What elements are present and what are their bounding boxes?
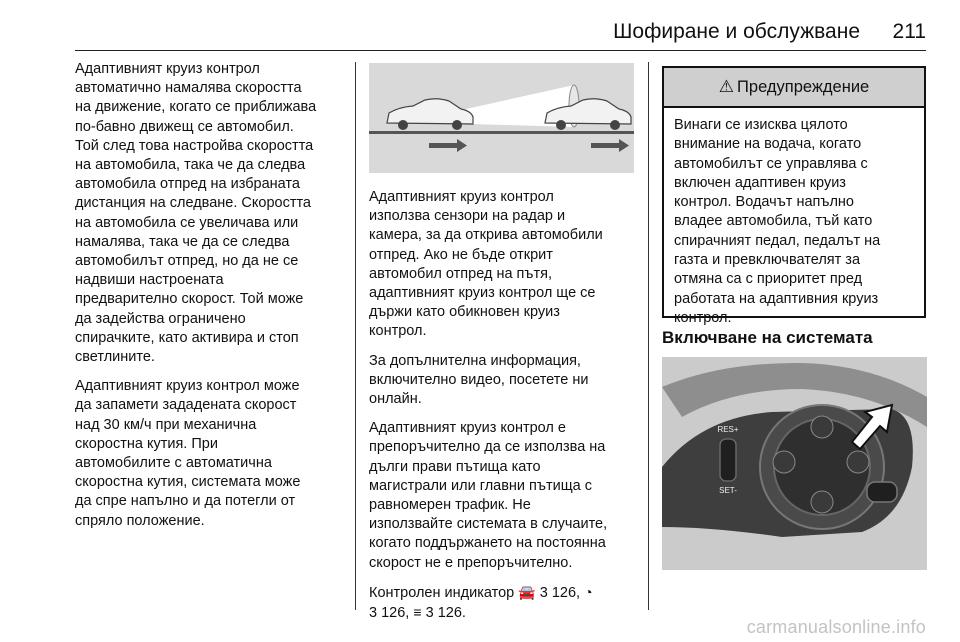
column-left	[75, 60, 347, 541]
speedometer-indicator-icon: ◔	[584, 583, 593, 600]
paragraph: Адаптивният круиз контрол може да запамети зададената скорост над 30 км/ч при механична скоростна кутия. При автомобилите с автоматична скоростна кутия, системата може да спре напълно и да потегли от спряло положение.	[75, 378, 301, 529]
watermark: carmanualsonline.info	[746, 617, 926, 637]
page-header	[0, 0, 960, 50]
paragraph: Адаптивният круиз контрол е препоръчително да се използва на дълги прави пътища като магистрали или главни пътища с равномерен трафик. Не използвайте системата в случаите, когато поддържането на постоянна скорост не е препоръчително.	[369, 420, 608, 571]
car-indicator-icon: 🚘	[518, 583, 536, 600]
page-ref[interactable]: 126.	[437, 605, 466, 622]
radar-illustration-svg	[369, 63, 634, 173]
radar-illustration	[369, 63, 634, 173]
warning-title: Предупреждение	[737, 77, 870, 96]
set-label: SET-	[719, 486, 737, 495]
distance-indicator-icon: ≡	[413, 604, 422, 621]
cruise-on-button[interactable]	[847, 451, 869, 473]
column-divider	[355, 62, 356, 610]
warning-header	[664, 68, 924, 108]
limiter-button[interactable]	[811, 491, 833, 513]
page-ref-arrow: 3	[369, 605, 378, 622]
distance-button[interactable]	[867, 482, 897, 502]
header-rule	[75, 50, 926, 51]
res-set-roller[interactable]	[720, 439, 736, 481]
page-ref[interactable]: 126,	[381, 605, 410, 622]
page-ref-arrow: 3	[539, 584, 548, 601]
indicator-label: Контролен индикатор	[369, 584, 515, 601]
cancel-button[interactable]	[773, 451, 795, 473]
indicator-reference	[369, 583, 639, 623]
steering-wheel-illustration	[662, 357, 927, 570]
warning-box	[662, 66, 926, 326]
column-divider	[648, 62, 649, 610]
page-ref-arrow: 3	[425, 605, 434, 622]
header-title: Шофиране и обслужване	[613, 20, 860, 43]
road-line	[369, 131, 634, 134]
paragraph: Адаптивният круиз контрол използва сензори на радар и камера, за да открива автомобили отпред. Ако не бъде открит автомобил отпред на пътя, адаптивният круиз контрол ще се държи като обикновен круиз контрол.	[369, 189, 603, 340]
page-ref[interactable]: 126,	[551, 584, 581, 601]
steering-wheel-svg	[662, 357, 927, 570]
paragraph: Адаптивният круиз контрол автоматично намалява скоростта на движение, когато се приближава по-бавно движещ се автомобил. Той след това настройва скоростта на автомобила, така че да следва автомобила отпред на избраната дистанция на следване. Скоростта на автомобила се увеличава или намалява, така че да се следва автомобилът отпред, но да не се надвиши настроената предварително скорост. Той може да задейства ограничено спирачките, като активира и стоп светлините.	[75, 61, 317, 366]
warning-icon: ⚠	[718, 77, 735, 96]
section-heading: Включване на системата	[662, 328, 873, 347]
column-middle	[369, 188, 639, 633]
res-label: RES+	[717, 425, 739, 434]
warning-body: Винаги се изисква цялото внимание на водача, когато автомобилът се управлява с включен адаптивен круиз контрол. Водачът напълно владее автомобила, тъй като спирачният педал, педалът на газта и превключвателят за отмяна са с приоритет пред работата на адаптивния круиз контрол.	[674, 117, 881, 326]
gap-button[interactable]	[811, 416, 833, 438]
page-number: 211	[892, 20, 926, 43]
paragraph: За допълнителна информация, включително видео, посетете ни онлайн.	[369, 352, 589, 408]
